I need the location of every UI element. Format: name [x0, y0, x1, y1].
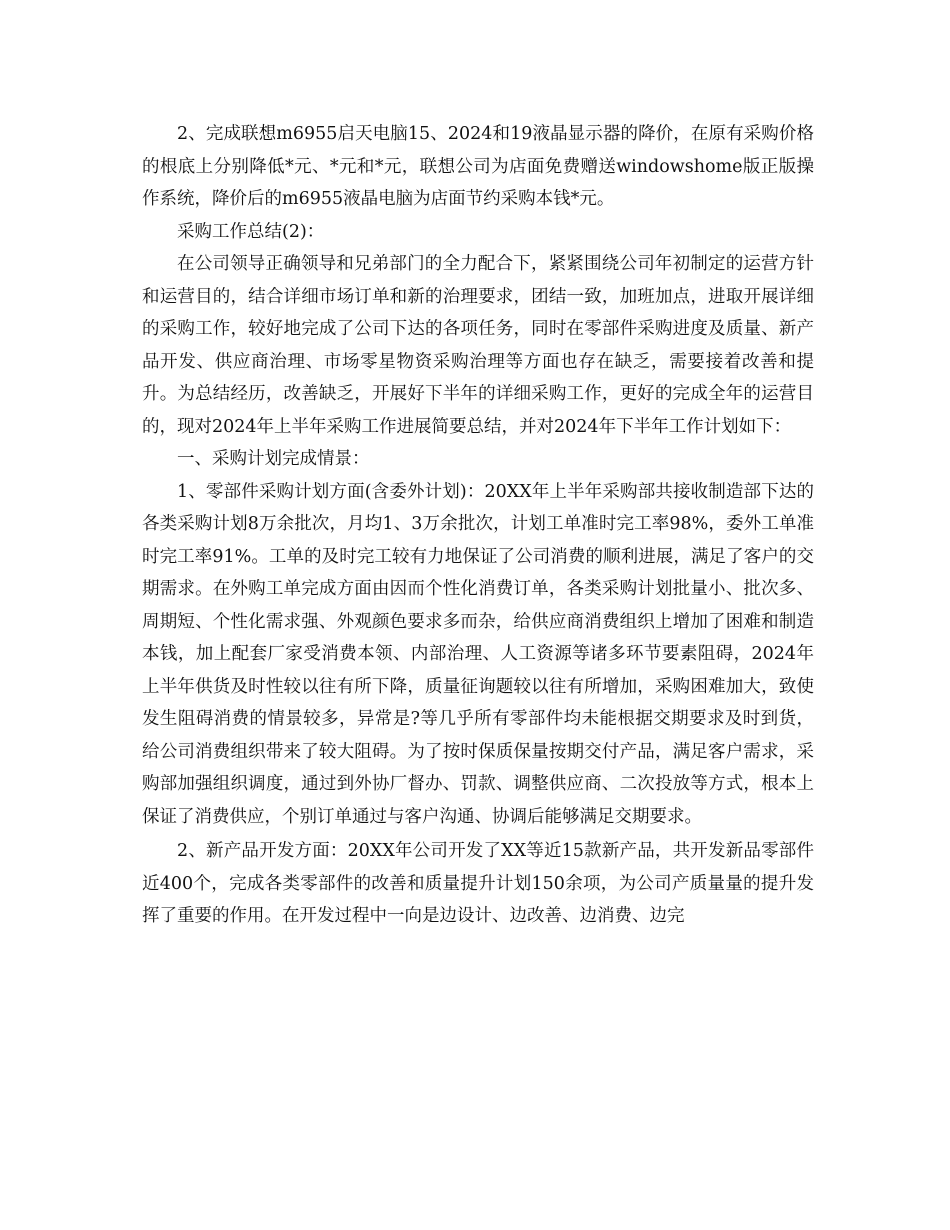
- section-heading-plan-completion: 一、采购计划完成情景：: [177, 449, 370, 469]
- paragraph-new-product-development: 2、新产品开发方面：20XX年公司开发了XX等近15款新产品，共开发新品零部件近400个，完成各类零部件的改善和质量提升计划150余项，为公司产质量量的提升发挥了重要的作用。在开发过程中一向是边设计、边改善、边消费、边完: [142, 841, 814, 926]
- paragraph-price-reduction: 2、完成联想m6955启天电脑15、2024和19液晶显示器的降价，在原有采购价格的根底上分别降低*元、*元和*元，联想公司为店面免费赠送windowshome版正版操作系统，降价后的m6955液晶电脑为店面节约采购本钱*元。: [142, 124, 814, 209]
- paragraph-parts-procurement: 1、零部件采购计划方面(含委外计划)：20XX年上半年采购部共接收制造部下达的各类采购计划8万余批次，月均1、3万余批次，计划工单准时完工率98%，委外工单准时完工率91%。工单的及时完工较有力地保证了公司消费的顺利进展，满足了客户的交期需求。在外购工单完成方面由因而个性化消费订单，各类采购计划批量小、批次多、周期短、个性化需求强、外观颜色要求多而杂，给供应商消费组织上增加了困难和制造本钱，加上配套厂家受消费本领、内部治理、人工资源等诸多环节要素阻碍，2024年上半年供货及时性较以往有所下降，质量征询题较以往有所增加，采购困难加大，致使发生阻碍消费的情景较多，异常是?等几乎所有零部件均未能根据交期要求及时到货，给公司消费组织带来了较大阻碍。为了按时保质保量按期交付产品，满足客户需求，采购部加强组织调度，通过到外协厂督办、罚款、调整供应商、二次投放等方式，根本上保证了消费供应，个别订单通过与客户沟通、协调后能够满足交期要求。: [142, 481, 814, 827]
- section-heading-summary-2: 采购工作总结(2)：: [177, 221, 325, 242]
- paragraph-introduction: 在公司领导正确领导和兄弟部门的全力配合下，紧紧围绕公司年初制定的运营方针和运营目的，结合详细市场订单和新的治理要求，团结一致，加班加点，进取开展详细的采购工作，较好地完成了公司下达的各项任务，同时在零部件采购进度及质量、新产品开发、供应商治理、市场零星物资采购治理等方面也存在缺乏，需要接着改善和提升。为总结经历，改善缺乏，开展好下半年的详细采购工作，更好的完成全年的运营目的，现对2024年上半年采购工作进展简要总结，并对2024年下半年工作计划如下：: [142, 254, 814, 437]
- document-body: [142, 118, 814, 933]
